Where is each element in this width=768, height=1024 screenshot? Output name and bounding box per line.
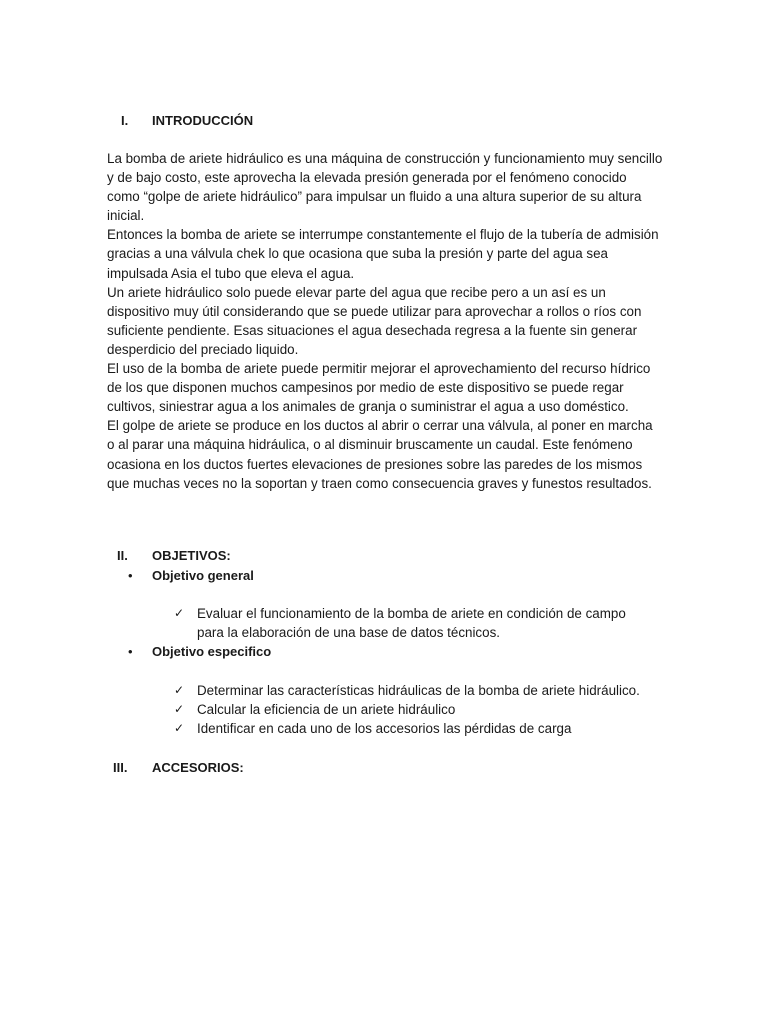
- bullet-icon: •: [128, 644, 133, 659]
- paragraph: Entonces la bomba de ariete se interrumpe constantemente el flujo de la tubería de admisión gracias a una válvula chek lo que ocasiona que suba la presión y parte del agua sea impulsada Asia el tubo que eleva el agua.: [107, 227, 659, 281]
- list-item: [174, 604, 654, 642]
- introduccion-body: [107, 149, 663, 493]
- objetivo-especifico-label: Objetivo especifico: [152, 644, 272, 659]
- section-title: ACCESORIOS:: [152, 760, 244, 775]
- list-item-text: Identificar en cada uno de los accesorios las pérdidas de carga: [197, 721, 572, 737]
- check-mark-icon: ✓: [174, 702, 185, 717]
- bullet-icon: •: [128, 568, 133, 583]
- section-title: OBJETIVOS:: [152, 548, 231, 563]
- objetivo-especifico-list: [174, 681, 654, 738]
- section-number: II.: [117, 548, 128, 563]
- objetivo-general-list: [174, 604, 654, 642]
- list-item: [174, 719, 654, 738]
- section-number: I.: [121, 113, 129, 128]
- list-item-text: Evaluar el funcionamiento de la bomba de ariete en condición de campo para la elaboración de una base de datos técnicos.: [197, 606, 626, 641]
- section-title: INTRODUCCIÓN: [152, 113, 254, 128]
- check-mark-icon: ✓: [174, 683, 185, 697]
- paragraph: Un ariete hidráulico solo puede elevar parte del agua que recibe pero a un así es un dispositivo muy útil considerando que se puede utilizar para aprovechar a rollos o ríos con suficiente pendiente. Esas situaciones el agua desechada regresa a la fuente sin generar desperdicio del preciado liquido.: [107, 284, 642, 357]
- list-item-text: Calcular la eficiencia de un ariete hidráulico: [197, 702, 456, 718]
- check-mark-icon: ✓: [174, 721, 185, 736]
- list-item-text: Determinar las características hidráulicas de la bomba de ariete hidráulico.: [197, 683, 640, 698]
- list-item: [174, 700, 654, 719]
- check-mark-icon: ✓: [174, 606, 185, 620]
- section-number: III.: [113, 760, 128, 775]
- paragraph: La bomba de ariete hidráulico es una máquina de construcción y funcionamiento muy sencillo y de bajo costo, este aprovecha la elevada presión generada por el fenómeno conocido como “golpe de ariete hidráulico” para impulsar un fluido a una altura superior de su altura inicial.: [107, 151, 663, 224]
- paragraph: El uso de la bomba de ariete puede permitir mejorar el aprovechamiento del recurso hídrico de los que disponen muchos campesinos por medio de este dispositivo se puede regar cultivos, siniestrar agua a los animales de granja o suministrar el agua a uso doméstico.: [107, 361, 651, 415]
- list-item: [174, 681, 654, 700]
- objetivo-general-label: Objetivo general: [152, 568, 254, 583]
- paragraph: El golpe de ariete se produce en los ductos al abrir o cerrar una válvula, al poner en marcha o al parar una máquina hidráulica, o al disminuir bruscamente un caudal. Este fenómeno ocasiona en los ductos fuertes elevaciones de presiones sobre las paredes de los mismos que muchas veces no la soportan y traen como consecuencia graves y funestos resultados.: [107, 418, 653, 491]
